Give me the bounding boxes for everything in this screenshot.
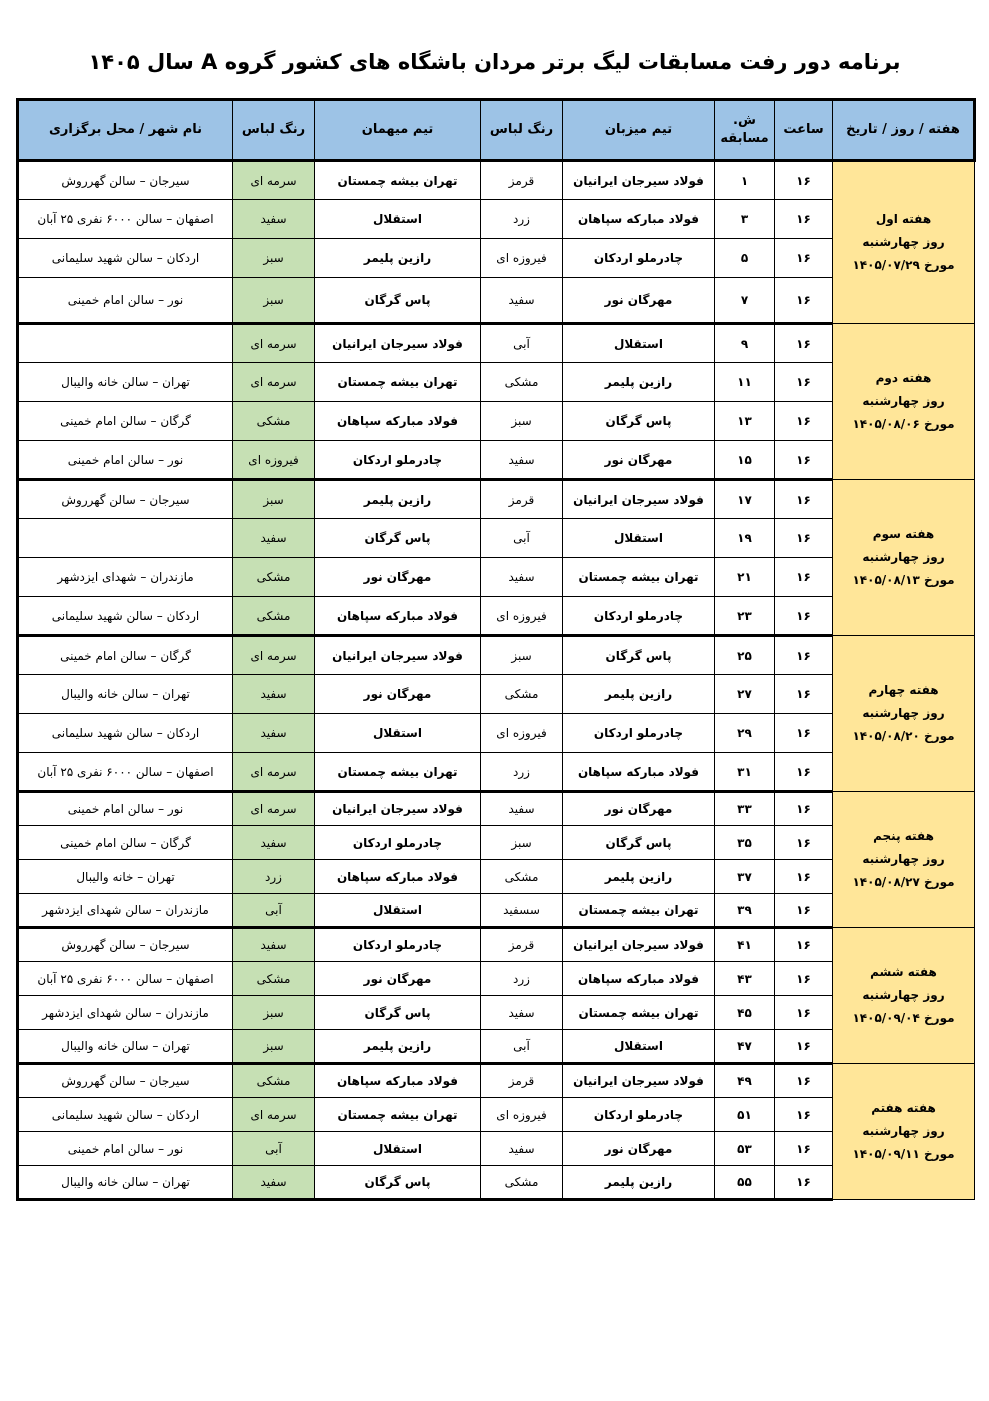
table-row bbox=[18, 826, 975, 860]
week-date: مورخ ۱۴۰۵/۰۸/۲۰ bbox=[852, 728, 955, 743]
host-kit-color: فیروزه ای bbox=[481, 714, 563, 753]
guest-team: فولاد مبارکه سپاهان bbox=[315, 402, 481, 441]
venue: اصفهان – سالن ۶۰۰۰ نفری ۲۵ آبان bbox=[18, 200, 233, 239]
venue: مازندران – سالن شهدای ایزدشهر bbox=[18, 996, 233, 1030]
week-date: مورخ ۱۴۰۵/۰۸/۰۶ bbox=[852, 416, 955, 431]
guest-team: تهران بیشه چمستان bbox=[315, 161, 481, 200]
guest-kit-color: سفید bbox=[233, 714, 315, 753]
host-kit-color: سفید bbox=[481, 792, 563, 826]
host-team: چادرملو اردکان bbox=[563, 714, 715, 753]
match-number: ۳۵ bbox=[715, 826, 775, 860]
match-time: ۱۶ bbox=[775, 962, 833, 996]
match-time: ۱۶ bbox=[775, 200, 833, 239]
week-date: مورخ ۱۴۰۵/۰۹/۱۱ bbox=[852, 1146, 955, 1161]
match-time: ۱۶ bbox=[775, 675, 833, 714]
week-name: هفته پنجم bbox=[873, 829, 934, 844]
match-number: ۳۳ bbox=[715, 792, 775, 826]
guest-team: چادرملو اردکان bbox=[315, 928, 481, 962]
venue: تهران – سالن خانه والیبال bbox=[18, 675, 233, 714]
guest-kit-color: سفید bbox=[233, 519, 315, 558]
match-time: ۱۶ bbox=[775, 753, 833, 792]
host-kit-color: سفید bbox=[481, 996, 563, 1030]
week-cell bbox=[833, 324, 975, 480]
guest-kit-color: سبز bbox=[233, 239, 315, 278]
host-kit-color: فیروزه ای bbox=[481, 239, 563, 278]
guest-team: فولاد مبارکه سپاهان bbox=[315, 597, 481, 636]
host-kit-color: آبی bbox=[481, 519, 563, 558]
host-team: مهرگان نور bbox=[563, 792, 715, 826]
table-row bbox=[18, 558, 975, 597]
venue: اردکان – سالن شهید سلیمانی bbox=[18, 597, 233, 636]
guest-team: رازین پلیمر bbox=[315, 1030, 481, 1064]
guest-kit-color: مشکی bbox=[233, 402, 315, 441]
host-kit-color: سفید bbox=[481, 278, 563, 324]
venue: نور – سالن امام خمینی bbox=[18, 792, 233, 826]
match-number: ۲۳ bbox=[715, 597, 775, 636]
host-kit-color: قرمز bbox=[481, 928, 563, 962]
guest-kit-color: فیروزه ای bbox=[233, 441, 315, 480]
venue: گرگان – سالن امام خمینی bbox=[18, 826, 233, 860]
match-number: ۲۱ bbox=[715, 558, 775, 597]
match-time: ۱۶ bbox=[775, 996, 833, 1030]
venue: اصفهان – سالن ۶۰۰۰ نفری ۲۵ آبان bbox=[18, 753, 233, 792]
week-cell bbox=[833, 792, 975, 928]
guest-kit-color: سفید bbox=[233, 826, 315, 860]
host-team: فولاد مبارکه سپاهان bbox=[563, 200, 715, 239]
table-row bbox=[18, 1166, 975, 1200]
week-cell bbox=[833, 161, 975, 324]
guest-team: تهران بیشه چمستان bbox=[315, 1098, 481, 1132]
host-kit-color: زرد bbox=[481, 753, 563, 792]
week-name: هفته اول bbox=[875, 212, 932, 227]
match-time: ۱۶ bbox=[775, 1064, 833, 1098]
match-number: ۲۵ bbox=[715, 636, 775, 675]
guest-team: فولاد سیرجان ایرانیان bbox=[315, 636, 481, 675]
guest-team: رازین پلیمر bbox=[315, 239, 481, 278]
host-kit-color: سفید bbox=[481, 441, 563, 480]
guest-kit-color: مشکی bbox=[233, 558, 315, 597]
match-time: ۱۶ bbox=[775, 1166, 833, 1200]
host-team: چادرملو اردکان bbox=[563, 239, 715, 278]
host-team: مهرگان نور bbox=[563, 1132, 715, 1166]
match-number: ۲۹ bbox=[715, 714, 775, 753]
table-row bbox=[18, 324, 975, 363]
host-team: فولاد مبارکه سپاهان bbox=[563, 753, 715, 792]
host-team: تهران بیشه چمستان bbox=[563, 558, 715, 597]
match-number: ۴۹ bbox=[715, 1064, 775, 1098]
week-day: روز چهارشنبه bbox=[862, 1124, 945, 1139]
venue: اصفهان – سالن ۶۰۰۰ نفری ۲۵ آبان bbox=[18, 962, 233, 996]
venue: تهران – خانه والیبال bbox=[18, 860, 233, 894]
host-team: فولاد مبارکه سپاهان bbox=[563, 962, 715, 996]
table-row bbox=[18, 441, 975, 480]
table-row bbox=[18, 860, 975, 894]
table-row bbox=[18, 996, 975, 1030]
match-number: ۳۷ bbox=[715, 860, 775, 894]
host-kit-color: مشکی bbox=[481, 860, 563, 894]
week-name: هفته سوم bbox=[872, 527, 935, 542]
venue: نور – سالن امام خمینی bbox=[18, 278, 233, 324]
match-number: ۳۹ bbox=[715, 894, 775, 928]
table-row bbox=[18, 402, 975, 441]
host-kit-color: قرمز bbox=[481, 1064, 563, 1098]
host-team: مهرگان نور bbox=[563, 441, 715, 480]
match-number: ۷ bbox=[715, 278, 775, 324]
week-day: روز چهارشنبه bbox=[862, 852, 945, 867]
match-time: ۱۶ bbox=[775, 278, 833, 324]
header-venue: نام شهر / محل برگزاری bbox=[18, 100, 233, 161]
table-row bbox=[18, 278, 975, 324]
host-kit-color: سفید bbox=[481, 558, 563, 597]
guest-team: تهران بیشه چمستان bbox=[315, 753, 481, 792]
match-number: ۳ bbox=[715, 200, 775, 239]
guest-kit-color: سرمه ای bbox=[233, 324, 315, 363]
guest-team: چادرملو اردکان bbox=[315, 441, 481, 480]
match-time: ۱۶ bbox=[775, 792, 833, 826]
table-row bbox=[18, 1064, 975, 1098]
match-number: ۱ bbox=[715, 161, 775, 200]
host-team: تهران بیشه چمستان bbox=[563, 894, 715, 928]
guest-kit-color: سبز bbox=[233, 480, 315, 519]
match-number: ۴۵ bbox=[715, 996, 775, 1030]
week-day: روز چهارشنبه bbox=[862, 988, 945, 1003]
match-time: ۱۶ bbox=[775, 714, 833, 753]
venue: اردکان – سالن شهید سلیمانی bbox=[18, 714, 233, 753]
host-team: رازین پلیمر bbox=[563, 1166, 715, 1200]
header-guest-color: رنگ لباس bbox=[233, 100, 315, 161]
guest-kit-color: سرمه ای bbox=[233, 161, 315, 200]
guest-kit-color: سفید bbox=[233, 1166, 315, 1200]
week-name: هفته چهارم bbox=[868, 683, 939, 698]
header-match-no-line2: مسابقه bbox=[720, 131, 769, 146]
match-number: ۱۱ bbox=[715, 363, 775, 402]
venue: تهران – سالن خانه والیبال bbox=[18, 363, 233, 402]
host-team: استقلال bbox=[563, 519, 715, 558]
match-time: ۱۶ bbox=[775, 239, 833, 278]
guest-team: مهرگان نور bbox=[315, 675, 481, 714]
table-row bbox=[18, 239, 975, 278]
guest-team: پاس گرگان bbox=[315, 519, 481, 558]
guest-team: چادرملو اردکان bbox=[315, 826, 481, 860]
match-number: ۵۱ bbox=[715, 1098, 775, 1132]
table-row bbox=[18, 675, 975, 714]
table-row bbox=[18, 1132, 975, 1166]
host-kit-color: مشکی bbox=[481, 1166, 563, 1200]
venue: سیرجان – سالن گهرروش bbox=[18, 1064, 233, 1098]
match-number: ۴۳ bbox=[715, 962, 775, 996]
guest-kit-color: سبز bbox=[233, 1030, 315, 1064]
match-time: ۱۶ bbox=[775, 480, 833, 519]
guest-team: استقلال bbox=[315, 714, 481, 753]
guest-team: فولاد سیرجان ایرانیان bbox=[315, 324, 481, 363]
table-row bbox=[18, 480, 975, 519]
table-row bbox=[18, 792, 975, 826]
guest-team: فولاد مبارکه سپاهان bbox=[315, 1064, 481, 1098]
host-kit-color: آبی bbox=[481, 324, 563, 363]
guest-kit-color: مشکی bbox=[233, 597, 315, 636]
host-team: استقلال bbox=[563, 1030, 715, 1064]
week-name: هفته دوم bbox=[875, 371, 932, 386]
match-number: ۴۱ bbox=[715, 928, 775, 962]
match-number: ۳۱ bbox=[715, 753, 775, 792]
guest-kit-color: سفید bbox=[233, 200, 315, 239]
match-time: ۱۶ bbox=[775, 597, 833, 636]
guest-kit-color: مشکی bbox=[233, 962, 315, 996]
guest-kit-color: سرمه ای bbox=[233, 792, 315, 826]
host-team: مهرگان نور bbox=[563, 278, 715, 324]
guest-kit-color: آبی bbox=[233, 1132, 315, 1166]
match-time: ۱۶ bbox=[775, 324, 833, 363]
match-time: ۱۶ bbox=[775, 636, 833, 675]
host-team: چادرملو اردکان bbox=[563, 1098, 715, 1132]
host-kit-color: قرمز bbox=[481, 480, 563, 519]
table-row bbox=[18, 363, 975, 402]
table-row bbox=[18, 1030, 975, 1064]
host-team: فولاد سیرجان ایرانیان bbox=[563, 480, 715, 519]
guest-team: مهرگان نور bbox=[315, 962, 481, 996]
venue: مازندران – شهدای ایزدشهر bbox=[18, 558, 233, 597]
week-cell bbox=[833, 928, 975, 1064]
venue: گرگان – سالن امام خمینی bbox=[18, 636, 233, 675]
host-kit-color: مشکی bbox=[481, 363, 563, 402]
match-number: ۱۵ bbox=[715, 441, 775, 480]
guest-kit-color: سبز bbox=[233, 278, 315, 324]
guest-kit-color: آبی bbox=[233, 894, 315, 928]
host-team: فولاد سیرجان ایرانیان bbox=[563, 928, 715, 962]
host-team: فولاد سیرجان ایرانیان bbox=[563, 1064, 715, 1098]
match-number: ۹ bbox=[715, 324, 775, 363]
venue bbox=[18, 324, 233, 363]
week-day: روز چهارشنبه bbox=[862, 550, 945, 565]
header-guest: تیم میهمان bbox=[315, 100, 481, 161]
week-day: روز چهارشنبه bbox=[862, 394, 945, 409]
table-row bbox=[18, 200, 975, 239]
venue: نور – سالن امام خمینی bbox=[18, 441, 233, 480]
match-time: ۱۶ bbox=[775, 826, 833, 860]
match-number: ۱۷ bbox=[715, 480, 775, 519]
guest-kit-color: مشکی bbox=[233, 1064, 315, 1098]
host-kit-color: سبز bbox=[481, 402, 563, 441]
match-time: ۱۶ bbox=[775, 1132, 833, 1166]
host-team: رازین پلیمر bbox=[563, 675, 715, 714]
match-time: ۱۶ bbox=[775, 161, 833, 200]
host-kit-color: فیروزه ای bbox=[481, 597, 563, 636]
match-number: ۵ bbox=[715, 239, 775, 278]
table-row bbox=[18, 928, 975, 962]
header-match-no bbox=[715, 100, 775, 161]
guest-team: استقلال bbox=[315, 200, 481, 239]
table-row bbox=[18, 753, 975, 792]
match-time: ۱۶ bbox=[775, 363, 833, 402]
venue: تهران – سالن خانه والیبال bbox=[18, 1030, 233, 1064]
week-date: مورخ ۱۴۰۵/۰۷/۲۹ bbox=[852, 257, 955, 272]
host-team: پاس گرگان bbox=[563, 402, 715, 441]
match-time: ۱۶ bbox=[775, 1098, 833, 1132]
guest-kit-color: سفید bbox=[233, 675, 315, 714]
schedule-body bbox=[18, 161, 975, 1200]
match-time: ۱۶ bbox=[775, 558, 833, 597]
table-row bbox=[18, 597, 975, 636]
guest-team: پاس گرگان bbox=[315, 1166, 481, 1200]
week-name: هفته ششم bbox=[870, 965, 937, 980]
match-time: ۱۶ bbox=[775, 1030, 833, 1064]
table-row bbox=[18, 519, 975, 558]
match-time: ۱۶ bbox=[775, 894, 833, 928]
venue: سیرجان – سالن گهرروش bbox=[18, 928, 233, 962]
venue: تهران – سالن خانه والیبال bbox=[18, 1166, 233, 1200]
host-kit-color: زرد bbox=[481, 962, 563, 996]
match-number: ۱۹ bbox=[715, 519, 775, 558]
match-number: ۲۷ bbox=[715, 675, 775, 714]
guest-team: مهرگان نور bbox=[315, 558, 481, 597]
table-row bbox=[18, 894, 975, 928]
table-row bbox=[18, 714, 975, 753]
guest-kit-color: سرمه ای bbox=[233, 753, 315, 792]
guest-kit-color: زرد bbox=[233, 860, 315, 894]
schedule-table bbox=[16, 98, 976, 1201]
guest-team: پاس گرگان bbox=[315, 996, 481, 1030]
match-time: ۱۶ bbox=[775, 441, 833, 480]
host-team: فولاد سیرجان ایرانیان bbox=[563, 161, 715, 200]
venue: سیرجان – سالن گهرروش bbox=[18, 480, 233, 519]
host-kit-color: مشکی bbox=[481, 675, 563, 714]
host-kit-color: آبی bbox=[481, 1030, 563, 1064]
venue: گرگان – سالن امام خمینی bbox=[18, 402, 233, 441]
match-number: ۱۳ bbox=[715, 402, 775, 441]
guest-team: استقلال bbox=[315, 1132, 481, 1166]
host-kit-color: زرد bbox=[481, 200, 563, 239]
host-kit-color: سبز bbox=[481, 636, 563, 675]
header-week: هفته / روز / تاریخ bbox=[833, 100, 975, 161]
week-cell bbox=[833, 480, 975, 636]
table-row bbox=[18, 636, 975, 675]
week-cell bbox=[833, 1064, 975, 1200]
week-date: مورخ ۱۴۰۵/۰۸/۲۷ bbox=[852, 874, 955, 889]
guest-team: استقلال bbox=[315, 894, 481, 928]
table-row bbox=[18, 161, 975, 200]
host-kit-color: سسفید bbox=[481, 894, 563, 928]
guest-kit-color: سرمه ای bbox=[233, 363, 315, 402]
week-date: مورخ ۱۴۰۵/۰۹/۰۴ bbox=[852, 1010, 955, 1025]
venue: سیرجان – سالن گهرروش bbox=[18, 161, 233, 200]
table-row bbox=[18, 1098, 975, 1132]
header-time: ساعت bbox=[775, 100, 833, 161]
guest-kit-color: سفید bbox=[233, 928, 315, 962]
host-team: پاس گرگان bbox=[563, 636, 715, 675]
header-match-no-line1: ش. bbox=[733, 113, 756, 129]
guest-team: فولاد مبارکه سپاهان bbox=[315, 860, 481, 894]
guest-kit-color: سرمه ای bbox=[233, 1098, 315, 1132]
guest-kit-color: سبز bbox=[233, 996, 315, 1030]
venue: مازندران – سالن شهدای ایزدشهر bbox=[18, 894, 233, 928]
match-time: ۱۶ bbox=[775, 928, 833, 962]
host-team: تهران بیشه چمستان bbox=[563, 996, 715, 1030]
guest-team: رازین پلیمر bbox=[315, 480, 481, 519]
page-title: برنامه دور رفت مسابقات لیگ برتر مردان باشگاه های کشور گروه A سال ۱۴۰۵ bbox=[88, 50, 901, 74]
guest-team: تهران بیشه چمستان bbox=[315, 363, 481, 402]
match-number: ۵۳ bbox=[715, 1132, 775, 1166]
week-date: مورخ ۱۴۰۵/۰۸/۱۳ bbox=[852, 572, 955, 587]
week-day: روز چهارشنبه bbox=[862, 235, 945, 250]
guest-team: پاس گرگان bbox=[315, 278, 481, 324]
venue: اردکان – سالن شهید سلیمانی bbox=[18, 239, 233, 278]
match-number: ۴۷ bbox=[715, 1030, 775, 1064]
host-team: چادرملو اردکان bbox=[563, 597, 715, 636]
match-time: ۱۶ bbox=[775, 402, 833, 441]
host-team: رازین پلیمر bbox=[563, 860, 715, 894]
table-row bbox=[18, 962, 975, 996]
host-team: رازین پلیمر bbox=[563, 363, 715, 402]
match-time: ۱۶ bbox=[775, 860, 833, 894]
host-kit-color: سبز bbox=[481, 826, 563, 860]
week-day: روز چهارشنبه bbox=[862, 706, 945, 721]
match-number: ۵۵ bbox=[715, 1166, 775, 1200]
host-kit-color: سفید bbox=[481, 1132, 563, 1166]
match-time: ۱۶ bbox=[775, 519, 833, 558]
header-host: تیم میزبان bbox=[563, 100, 715, 161]
host-team: استقلال bbox=[563, 324, 715, 363]
host-team: پاس گرگان bbox=[563, 826, 715, 860]
venue: اردکان – سالن شهید سلیمانی bbox=[18, 1098, 233, 1132]
week-cell bbox=[833, 636, 975, 792]
header-row bbox=[18, 100, 975, 161]
host-kit-color: فیروزه ای bbox=[481, 1098, 563, 1132]
venue bbox=[18, 519, 233, 558]
host-kit-color: قرمز bbox=[481, 161, 563, 200]
venue: نور – سالن امام خمینی bbox=[18, 1132, 233, 1166]
guest-team: فولاد سیرجان ایرانیان bbox=[315, 792, 481, 826]
guest-kit-color: سرمه ای bbox=[233, 636, 315, 675]
header-host-color: رنگ لباس bbox=[481, 100, 563, 161]
week-name: هفته هفتم bbox=[871, 1101, 936, 1116]
